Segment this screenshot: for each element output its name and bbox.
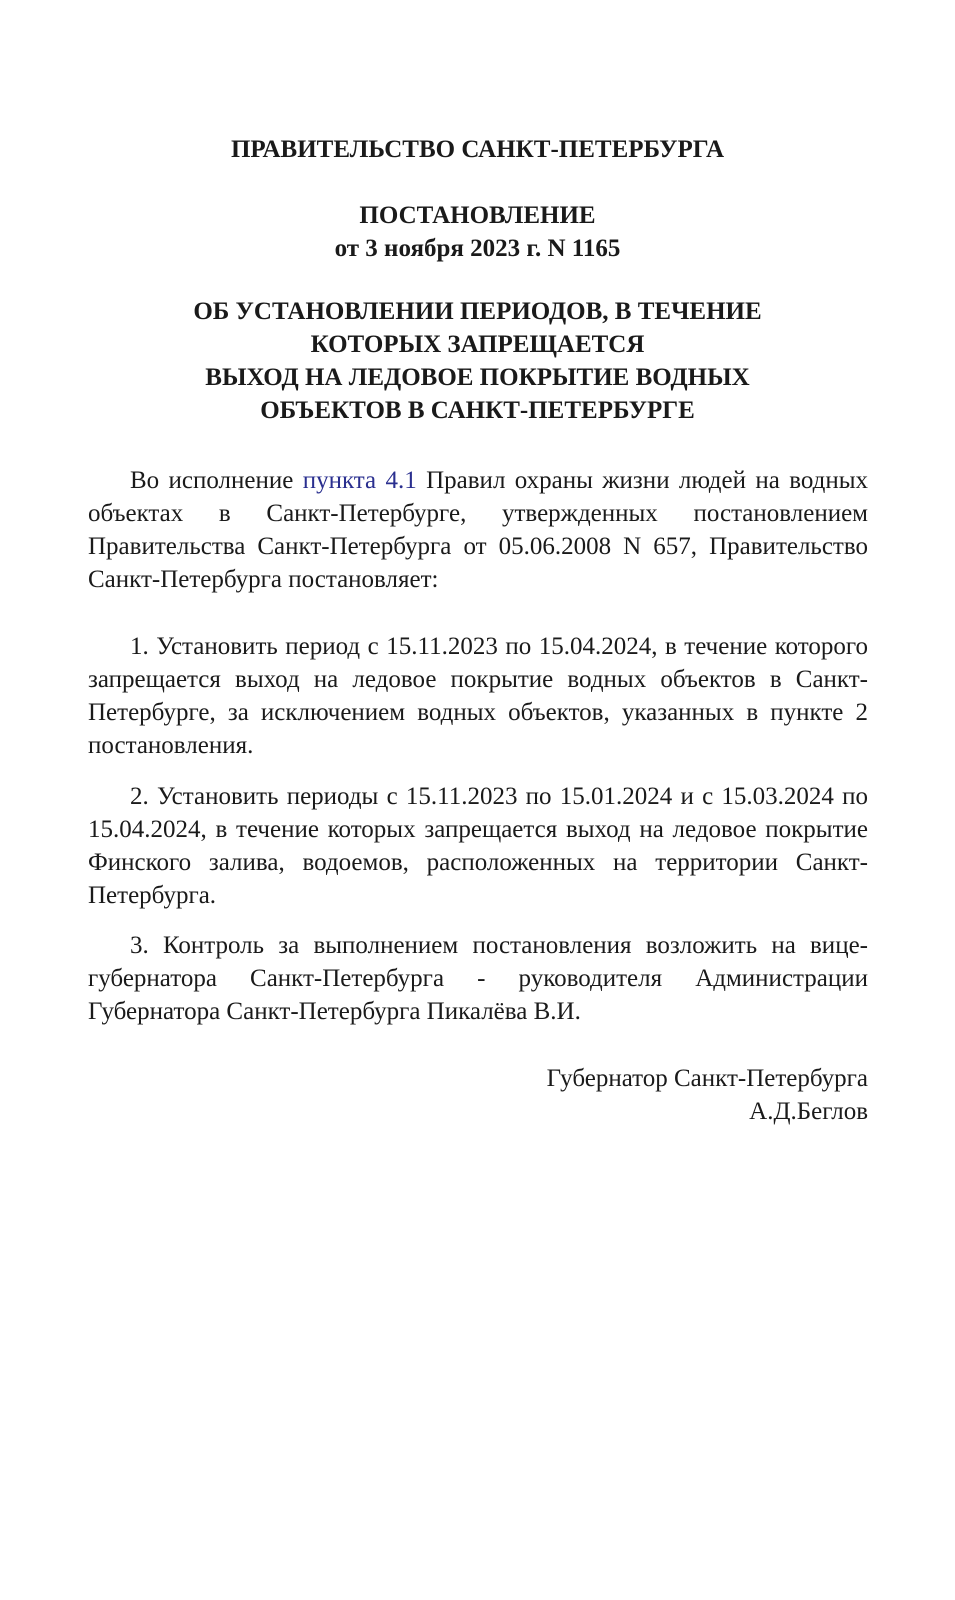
signatory-name: А.Д.Беглов	[749, 1098, 868, 1125]
signature-block	[547, 1062, 868, 1128]
title-line: КОТОРЫХ ЗАПРЕЩАЕТСЯ	[310, 331, 645, 358]
regulation-link[interactable]: пункта 4.1	[302, 467, 417, 494]
clause-3-paragraph: 3. Контроль за выполнением постановления возложить на вице-губернатора Санкт-Петербурга - руководителя Администрации Губернатора Санкт-Петербурга Пикалёва В.И.	[88, 932, 868, 1025]
clause-1-paragraph: 1. Установить период с 15.11.2023 по 15.04.2024, в течение которого запрещается выход на ледовое покрытие водных объектов в Санкт-Петербурге, за исключением водных объектов, указанных в пункте 2 постановления.	[88, 633, 868, 759]
title-line: ОБ УСТАНОВЛЕНИИ ПЕРИОДОВ, В ТЕЧЕНИЕ	[193, 298, 762, 325]
document-type-heading: ПОСТАНОВЛЕНИЕ	[359, 202, 596, 229]
preamble-text-start: Во исполнение	[130, 467, 303, 494]
document-date-number: от 3 ноября 2023 г. N 1165	[334, 235, 621, 262]
preamble-paragraph	[88, 464, 868, 596]
clause-2-paragraph: 2. Установить периоды с 15.11.2023 по 15.01.2024 и с 15.03.2024 по 15.04.2024, в течение которых запрещается выход на ледовое покрытие Финского залива, водоемов, расположенных на территории Санкт-Петербурга.	[88, 783, 868, 909]
organization-heading: ПРАВИТЕЛЬСТВО САНКТ-ПЕТЕРБУРГА	[230, 136, 725, 163]
preamble-text-end: Правил охраны жизни людей на водных объектах в Санкт-Петербурге, утвержденных постановлением Правительства Санкт-Петербурга от 05.06.2008 N 657, Правительство Санкт-Петербурга постановляет:	[88, 467, 869, 593]
title-line: ВЫХОД НА ЛЕДОВОЕ ПОКРЫТИЕ ВОДНЫХ	[205, 364, 750, 391]
signatory-position: Губернатор Санкт-Петербурга	[546, 1065, 868, 1092]
title-line: ОБЪЕКТОВ В САНКТ-ПЕТЕРБУРГЕ	[260, 397, 695, 424]
document-title	[0, 295, 955, 427]
